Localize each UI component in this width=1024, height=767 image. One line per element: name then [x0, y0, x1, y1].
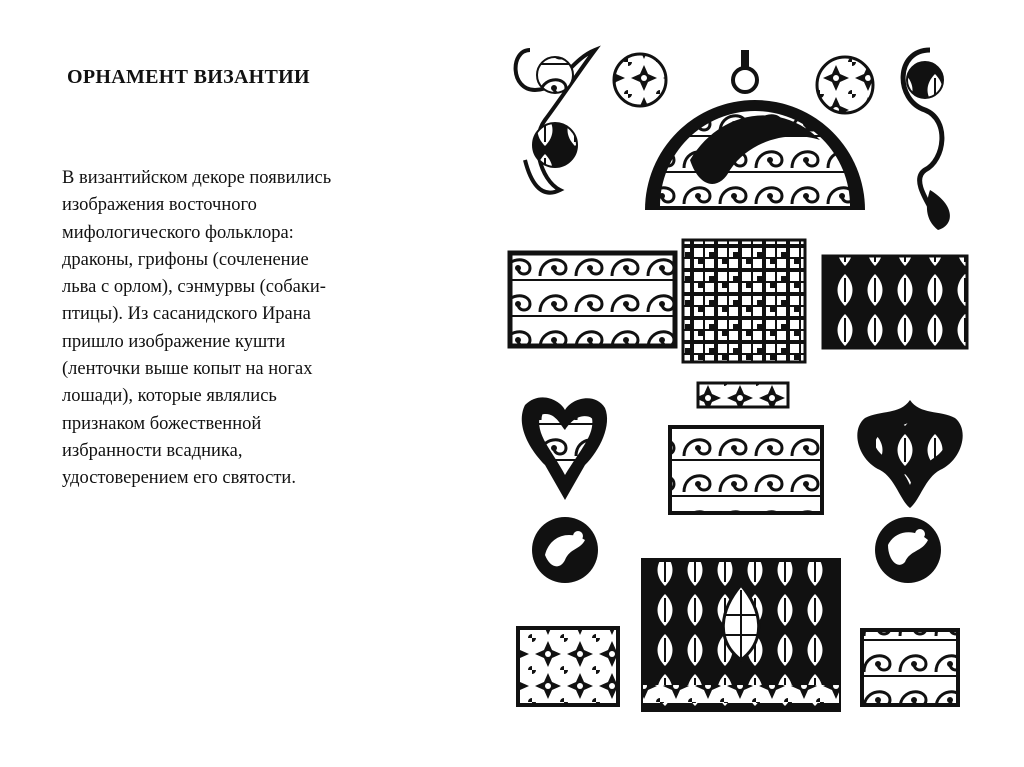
ornament-plate-image [500, 30, 970, 730]
griffin-roundel-left [532, 517, 598, 583]
vine-frieze-tile-right [862, 630, 958, 705]
slide-body-text: В византийском декоре появились изображения восточного мифологического фольклора: драконы, грифоны (сочленение льва с орлом), сэнмурвы (собаки- птицы). Из сасанидского Ирана пришло изображение кушти (ленточки выше копыт на ногах лошади), которые являлись признаком божественной избранности всадника, удостоверением его святости. [62, 168, 332, 489]
round-cross-medallion [614, 54, 666, 106]
slide-title: ОРНАМЕНТ ВИЗАНТИИ [67, 66, 310, 88]
heart-palmette-ornament [857, 400, 962, 508]
round-flower-medallion [817, 57, 873, 113]
interlaced-beasts-panel [670, 427, 822, 513]
interlace-knot-panel [683, 240, 805, 362]
serpent-scroll-ornament [903, 50, 950, 230]
lily-arcade-band [823, 256, 967, 348]
lattice-cross-tile-left [518, 628, 618, 705]
triangular-palmette-ornament [522, 397, 607, 500]
acanthus-frieze-band [510, 253, 675, 346]
dragon-letter-ornament [516, 50, 595, 193]
griffin-roundel-right [875, 517, 941, 583]
palmette-frieze-panel [643, 560, 839, 710]
small-rosette-strip [698, 383, 788, 407]
